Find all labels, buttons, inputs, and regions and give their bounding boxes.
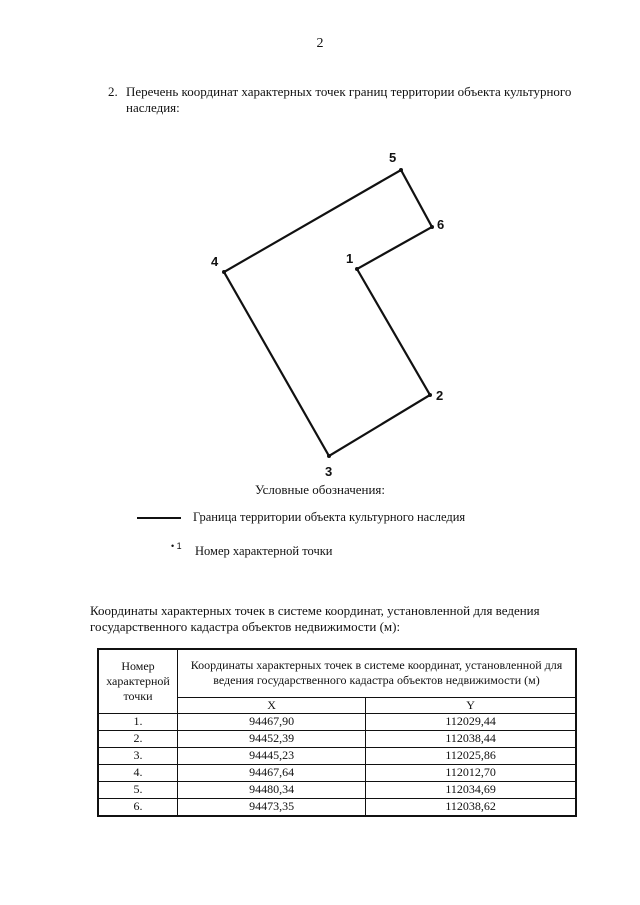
- header-coordinates: Координаты характерных точек в системе координат, установленной для ведения государственного кадастра объектов недвижимости (м): [178, 649, 577, 697]
- row-number: 4.: [98, 764, 178, 781]
- row-x: 94480,34: [178, 781, 366, 798]
- row-y: 112012,70: [366, 764, 576, 781]
- point-label-2: 2: [436, 388, 444, 403]
- row-number: 2.: [98, 730, 178, 747]
- point-label-1: 1: [346, 251, 354, 266]
- point-label-4: 4: [211, 254, 219, 269]
- vertex-4: [222, 270, 226, 274]
- row-x: 94467,64: [178, 764, 366, 781]
- row-number: 1.: [98, 713, 178, 730]
- section-number: 2.: [108, 84, 118, 99]
- row-x: 94473,35: [178, 798, 366, 816]
- legend-point-label: Номер характерной точки: [195, 544, 333, 558]
- legend-boundary-label: Граница территории объекта культурного наследия: [193, 510, 466, 524]
- boundary-polygon: [224, 170, 432, 456]
- row-number: 3.: [98, 747, 178, 764]
- row-number: 5.: [98, 781, 178, 798]
- header-x: X: [178, 697, 366, 713]
- point-label-3: 3: [325, 464, 333, 479]
- row-y: 112034,69: [366, 781, 576, 798]
- legend-boundary-line: [137, 517, 181, 519]
- legend-title: Условные обозначения:: [254, 482, 386, 497]
- row-y: 112038,44: [366, 730, 576, 747]
- header-y: Y: [366, 697, 576, 713]
- row-x: 94445,23: [178, 747, 366, 764]
- row-y: 112029,44: [366, 713, 576, 730]
- table-row: [98, 798, 576, 816]
- header-point-number: Номер характерной точки: [98, 649, 178, 713]
- table-row: [98, 764, 576, 781]
- vertex-1: [355, 267, 359, 271]
- point-label-5: 5: [389, 150, 397, 165]
- table-row: [98, 781, 576, 798]
- point-label-6: 6: [437, 217, 445, 232]
- legend-point-symbol: • 1: [171, 541, 182, 551]
- row-number: 6.: [98, 798, 178, 816]
- table-row: [98, 730, 576, 747]
- vertex-3: [327, 454, 331, 458]
- table-row: [98, 747, 576, 764]
- vertex-2: [428, 393, 432, 397]
- row-y: 112025,86: [366, 747, 576, 764]
- table-row: [98, 713, 576, 730]
- coordinates-intro: Координаты характерных точек в системе координат, установленной для ведения государственного кадастра объектов недвижимости (м):: [90, 603, 540, 634]
- page-number: 2: [316, 36, 324, 51]
- coordinates-table: [97, 648, 577, 817]
- section-title: Перечень координат характерных точек границ территории объекта культурного наследия:: [126, 84, 572, 115]
- row-y: 112038,62: [366, 798, 576, 816]
- row-x: 94467,90: [178, 713, 366, 730]
- row-x: 94452,39: [178, 730, 366, 747]
- vertex-5: [399, 168, 403, 172]
- vertex-6: [430, 225, 434, 229]
